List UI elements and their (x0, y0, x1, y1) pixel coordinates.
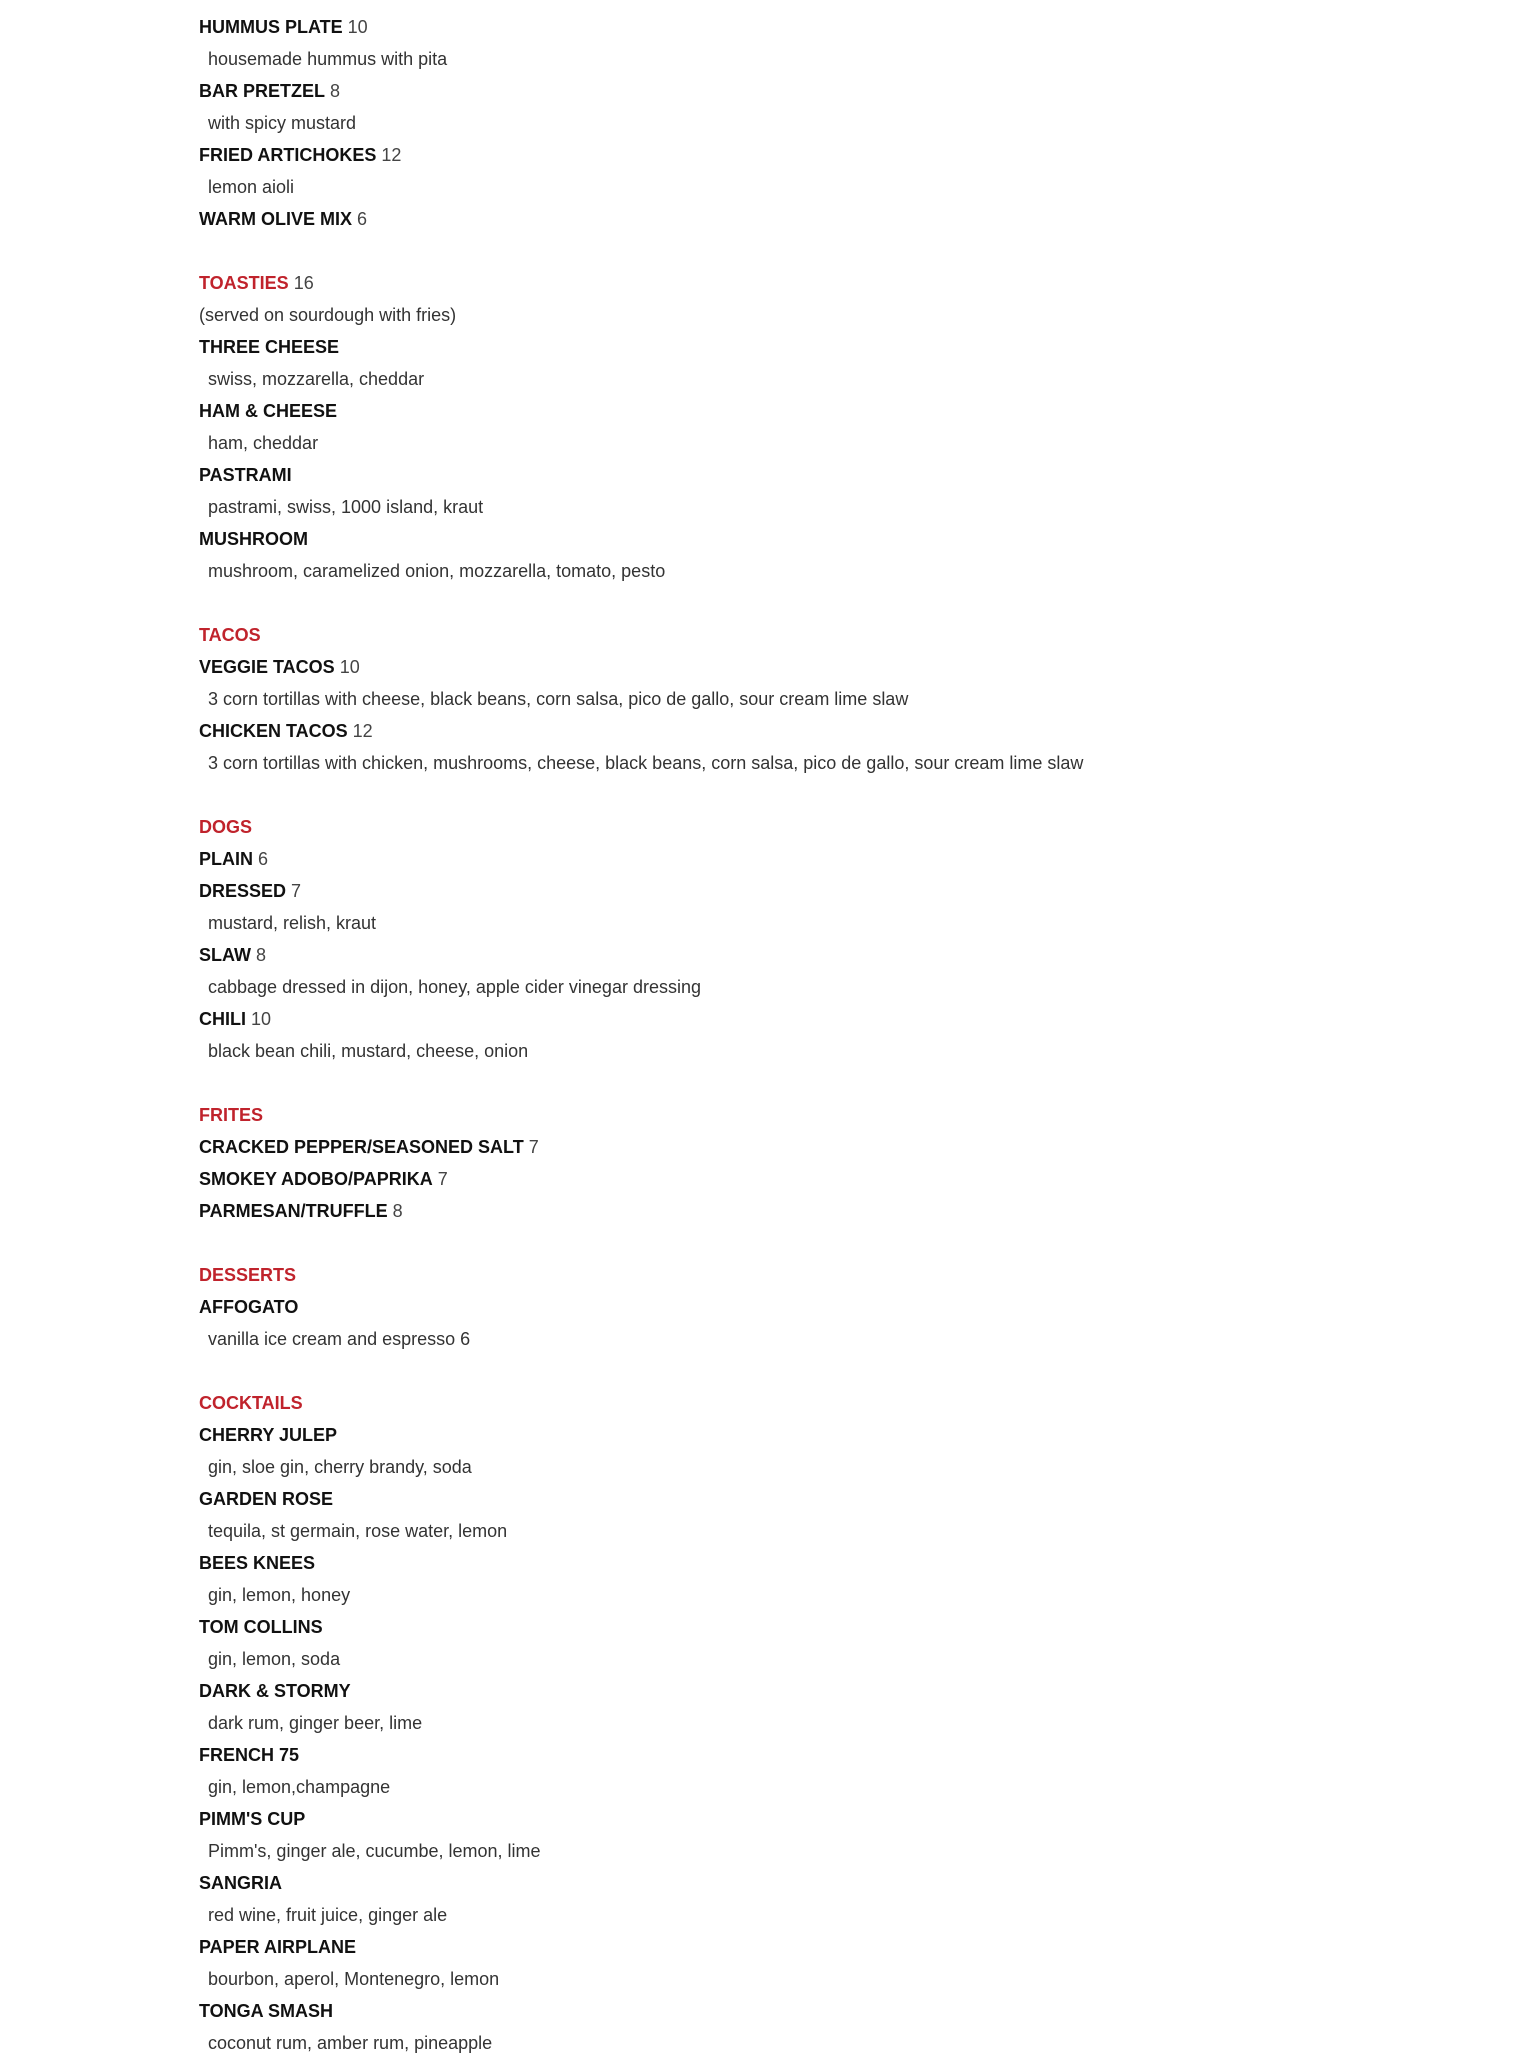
section-title: FRITES (199, 1105, 264, 1125)
menu-item-cracked-pepper-seasoned-salt (199, 1131, 1449, 1163)
item-name: PASTRAMI (199, 465, 292, 485)
item-description-line (199, 427, 1449, 459)
menu-item-hummus-plate (199, 11, 1449, 43)
section-title: DOGS (199, 817, 253, 837)
item-name: FRIED ARTICHOKES (199, 145, 377, 165)
item-description-line (199, 43, 1449, 75)
item-description-line (199, 171, 1449, 203)
section-title: COCKTAILS (199, 1393, 303, 1413)
menu-item-warm-olive-mix (199, 203, 1449, 235)
section-spacer (199, 235, 1449, 267)
item-description-line (199, 1323, 1449, 1355)
section-spacer (199, 779, 1449, 811)
item-name: MUSHROOM (199, 529, 308, 549)
menu-item-veggie-tacos (199, 651, 1449, 683)
item-description: ham, cheddar (208, 433, 319, 453)
menu-item-smokey-adobo-paprika (199, 1163, 1449, 1195)
item-description: bourbon, aperol, Montenegro, lemon (208, 1969, 500, 1989)
menu-section-starters (199, 11, 1449, 235)
item-description-line (199, 1451, 1449, 1483)
menu-item-sangria (199, 1867, 1449, 1899)
section-price: 16 (293, 273, 314, 293)
item-description: cabbage dressed in dijon, honey, apple cider vinegar dressing (208, 977, 701, 997)
item-description: housemade hummus with pita (208, 49, 448, 69)
item-name: VEGGIE TACOS (199, 657, 335, 677)
menu-item-chili (199, 1003, 1449, 1035)
item-description: tequila, st germain, rose water, lemon (208, 1521, 508, 1541)
item-description-line (199, 1771, 1449, 1803)
section-note: (served on sourdough with fries) (199, 305, 457, 325)
menu-item-mushroom (199, 523, 1449, 555)
item-description-line (199, 107, 1449, 139)
menu-item-bees-knees (199, 1547, 1449, 1579)
menu-item-pimm-s-cup (199, 1803, 1449, 1835)
item-description: gin, lemon,champagne (208, 1777, 391, 1797)
menu-section-cocktails (199, 1355, 1449, 2059)
menu-item-slaw (199, 939, 1449, 971)
item-price: 6 (258, 849, 269, 869)
item-price: 8 (330, 81, 341, 101)
menu-item-three-cheese (199, 331, 1449, 363)
item-description-line (199, 491, 1449, 523)
item-description-line (199, 747, 1449, 779)
item-price: 8 (392, 1201, 403, 1221)
item-description: 3 corn tortillas with cheese, black beans, corn salsa, pico de gallo, sour cream lime slaw (208, 689, 909, 709)
item-price: 10 (347, 17, 368, 37)
item-description-line (199, 2027, 1449, 2059)
item-name: GARDEN ROSE (199, 1489, 334, 1509)
item-description: black bean chili, mustard, cheese, onion (208, 1041, 529, 1061)
item-name: PAPER AIRPLANE (199, 1937, 357, 1957)
item-name: FRENCH 75 (199, 1745, 300, 1765)
menu-item-ham-and-cheese (199, 395, 1449, 427)
item-price: 6 (357, 209, 368, 229)
item-description-line (199, 1035, 1449, 1067)
item-description: swiss, mozzarella, cheddar (208, 369, 425, 389)
section-title: TOASTIES (199, 273, 289, 293)
item-name: TONGA SMASH (199, 2001, 334, 2021)
item-name: PLAIN (199, 849, 253, 869)
item-name: BAR PRETZEL (199, 81, 325, 101)
item-description: lemon aioli (208, 177, 295, 197)
menu-item-chicken-tacos (199, 715, 1449, 747)
item-description-line (199, 1963, 1449, 1995)
menu-item-dark-and-stormy (199, 1675, 1449, 1707)
item-price: 7 (528, 1137, 539, 1157)
item-description: mustard, relish, kraut (208, 913, 377, 933)
item-name: CHICKEN TACOS (199, 721, 348, 741)
menu-section-desserts (199, 1227, 1449, 1355)
item-description-line (199, 683, 1449, 715)
item-name: BEES KNEES (199, 1553, 316, 1573)
menu-section-tacos (199, 587, 1449, 779)
item-name: SANGRIA (199, 1873, 283, 1893)
item-name: SLAW (199, 945, 251, 965)
item-name: DARK & STORMY (199, 1681, 351, 1701)
item-name: THREE CHEESE (199, 337, 340, 357)
item-description: gin, sloe gin, cherry brandy, soda (208, 1457, 472, 1477)
menu-item-french-75 (199, 1739, 1449, 1771)
item-description: mushroom, caramelized onion, mozzarella, tomato, pesto (208, 561, 666, 581)
menu-section-dogs (199, 779, 1449, 1067)
menu-item-paper-airplane (199, 1931, 1449, 1963)
menu-item-fried-artichokes (199, 139, 1449, 171)
menu-item-bar-pretzel (199, 75, 1449, 107)
item-description-line (199, 1707, 1449, 1739)
item-description: red wine, fruit juice, ginger ale (208, 1905, 448, 1925)
item-price: 10 (339, 657, 360, 677)
item-name: WARM OLIVE MIX (199, 209, 352, 229)
item-description-line (199, 1515, 1449, 1547)
section-spacer (199, 1227, 1449, 1259)
menu (199, 11, 1449, 2059)
section-heading (199, 811, 1449, 843)
menu-item-cherry-julep (199, 1419, 1449, 1451)
menu-item-garden-rose (199, 1483, 1449, 1515)
menu-section-toasties (199, 235, 1449, 587)
section-spacer (199, 1067, 1449, 1099)
menu-item-dressed (199, 875, 1449, 907)
item-description-line (199, 1643, 1449, 1675)
item-name: AFFOGATO (199, 1297, 299, 1317)
section-heading (199, 267, 1449, 299)
item-name: PARMESAN/TRUFFLE (199, 1201, 388, 1221)
item-description: pastrami, swiss, 1000 island, kraut (208, 497, 484, 517)
item-description-line (199, 907, 1449, 939)
menu-item-tom-collins (199, 1611, 1449, 1643)
item-description-line (199, 363, 1449, 395)
menu-item-pastrami (199, 459, 1449, 491)
item-price: 7 (291, 881, 302, 901)
menu-section-frites (199, 1067, 1449, 1227)
item-description: dark rum, ginger beer, lime (208, 1713, 423, 1733)
item-name: CHERRY JULEP (199, 1425, 338, 1445)
menu-item-tonga-smash (199, 1995, 1449, 2027)
item-name: CHILI (199, 1009, 246, 1029)
item-price: 8 (256, 945, 267, 965)
item-name: PIMM'S CUP (199, 1809, 306, 1829)
item-name: HAM & CHEESE (199, 401, 338, 421)
menu-item-affogato (199, 1291, 1449, 1323)
item-description-line (199, 555, 1449, 587)
item-price: 12 (381, 145, 402, 165)
item-name: SMOKEY ADOBO/PAPRIKA (199, 1169, 433, 1189)
item-description-line (199, 971, 1449, 1003)
item-description: 3 corn tortillas with chicken, mushrooms, cheese, black beans, corn salsa, pico de gallo, sour cream lime slaw (208, 753, 1084, 773)
section-spacer (199, 1355, 1449, 1387)
item-description: gin, lemon, soda (208, 1649, 341, 1669)
item-name: TOM COLLINS (199, 1617, 323, 1637)
section-heading (199, 1387, 1449, 1419)
item-price: 7 (437, 1169, 448, 1189)
section-spacer (199, 587, 1449, 619)
item-description: coconut rum, amber rum, pineapple (208, 2033, 493, 2053)
item-description: vanilla ice cream and espresso 6 (208, 1329, 471, 1349)
item-name: CRACKED PEPPER/SEASONED SALT (199, 1137, 524, 1157)
item-description: Pimm's, ginger ale, cucumbe, lemon, lime (208, 1841, 541, 1861)
section-heading (199, 1259, 1449, 1291)
section-note-line (199, 299, 1449, 331)
item-description: with spicy mustard (208, 113, 357, 133)
item-description: gin, lemon, honey (208, 1585, 351, 1605)
item-price: 10 (251, 1009, 272, 1029)
item-name: DRESSED (199, 881, 287, 901)
section-heading (199, 619, 1449, 651)
menu-item-plain (199, 843, 1449, 875)
item-description-line (199, 1899, 1449, 1931)
item-description-line (199, 1835, 1449, 1867)
menu-item-parmesan-truffle (199, 1195, 1449, 1227)
item-name: HUMMUS PLATE (199, 17, 343, 37)
item-price: 12 (352, 721, 373, 741)
item-description-line (199, 1579, 1449, 1611)
section-title: TACOS (199, 625, 261, 645)
section-heading (199, 1099, 1449, 1131)
section-title: DESSERTS (199, 1265, 297, 1285)
